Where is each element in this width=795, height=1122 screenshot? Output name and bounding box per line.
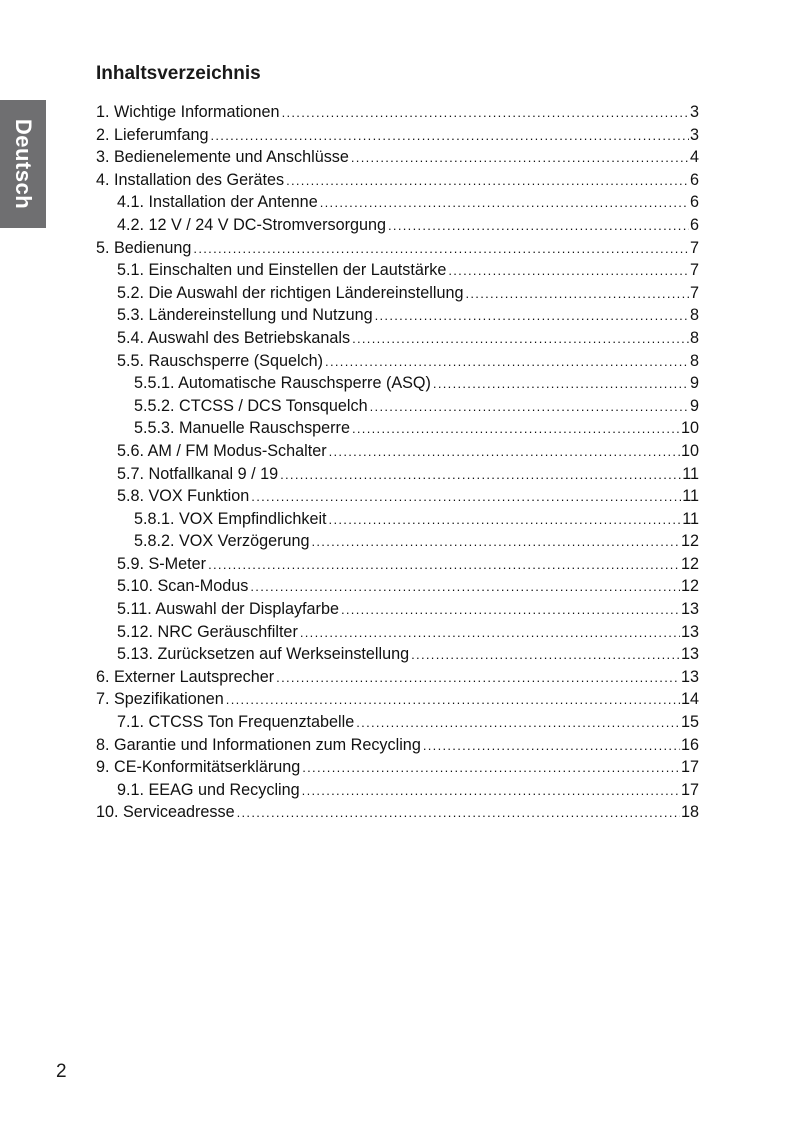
- toc-entry-label: 7.1. CTCSS Ton Frequenztabelle: [117, 713, 355, 732]
- language-tab-label: Deutsch: [11, 118, 37, 210]
- toc-entry-page: 12: [680, 554, 699, 573]
- toc-entry[interactable]: [96, 508, 699, 531]
- toc-entry[interactable]: [96, 734, 699, 757]
- toc-dot-leader: [250, 576, 680, 599]
- toc-entry[interactable]: [96, 372, 699, 395]
- toc-entry-label: 5.13. Zurücksetzen auf Werkseinstellung: [117, 645, 410, 664]
- toc-entry-page: 12: [680, 532, 699, 551]
- toc-dot-leader: [351, 147, 689, 170]
- toc-dot-leader: [300, 622, 680, 645]
- toc-entry-page: 7: [689, 238, 699, 257]
- toc-entry[interactable]: [96, 779, 699, 802]
- toc-entry-page: 18: [680, 803, 699, 822]
- toc-dot-leader: [302, 757, 680, 780]
- toc-entry-page: 10: [680, 441, 699, 460]
- toc-entry-label: 9. CE-Konformitätserklärung: [96, 758, 301, 777]
- toc-dot-leader: [325, 351, 689, 374]
- toc-dot-leader: [341, 599, 680, 622]
- toc-dot-leader: [302, 780, 680, 803]
- toc-entry-label: 9.1. EEAG und Recycling: [117, 780, 300, 799]
- toc-dot-leader: [208, 554, 680, 577]
- toc-entry-label: 5.5.1. Automatische Rauschsperre (ASQ): [134, 374, 431, 393]
- toc-entry[interactable]: [96, 327, 699, 350]
- toc-entry-page: 8: [689, 306, 699, 325]
- toc-entry-page: 11: [682, 487, 699, 506]
- toc-entry[interactable]: [96, 169, 699, 192]
- toc-entry-page: 7: [689, 261, 699, 280]
- toc-dot-leader: [423, 735, 680, 758]
- toc-entry-page: 11: [682, 509, 699, 528]
- toc-entry-label: 3. Bedienelemente und Anschlüsse: [96, 148, 349, 167]
- toc-entry[interactable]: [96, 417, 699, 440]
- toc-entry-page: 11: [682, 464, 699, 483]
- toc-entry[interactable]: [96, 237, 699, 260]
- toc-entry-page: 3: [689, 103, 699, 121]
- toc-entry-label: 5.3. Ländereinstellung und Nutzung: [117, 306, 373, 325]
- toc-entry-label: 5.5. Rauschsperre (Squelch): [117, 351, 324, 370]
- toc-entry-label: 2. Lieferumfang: [96, 125, 209, 144]
- toc-entry[interactable]: [96, 304, 699, 327]
- toc-dot-leader: [411, 644, 680, 667]
- language-tab: [0, 100, 46, 228]
- toc-dot-leader: [210, 125, 689, 148]
- toc-dot-leader: [352, 328, 689, 351]
- toc-entry-label: 6. Externer Lautsprecher: [96, 667, 275, 686]
- toc-entry-page: 12: [680, 577, 699, 596]
- toc-entry-page: 17: [680, 758, 699, 777]
- toc-dot-leader: [251, 486, 681, 509]
- toc-entry-label: 5.6. AM / FM Modus-Schalter: [117, 441, 327, 460]
- toc-entry[interactable]: [96, 146, 699, 169]
- toc-entry[interactable]: [96, 350, 699, 373]
- toc-entry-label: 5.10. Scan-Modus: [117, 577, 249, 596]
- toc-entry[interactable]: [96, 214, 699, 237]
- toc-entry-label: 5.8.2. VOX Verzögerung: [134, 532, 310, 551]
- toc-entry-label: 8. Garantie und Informationen zum Recycling: [96, 735, 421, 754]
- toc-entry[interactable]: [96, 191, 699, 214]
- toc-dot-leader: [388, 215, 689, 238]
- toc-dot-leader: [280, 464, 681, 487]
- toc-dot-leader: [465, 283, 689, 306]
- toc-entry[interactable]: [96, 801, 699, 824]
- toc-entry[interactable]: [96, 440, 699, 463]
- toc-dot-leader: [352, 418, 680, 441]
- toc-entry-label: 4. Installation des Gerätes: [96, 170, 285, 189]
- toc-dot-leader: [282, 102, 689, 125]
- toc-entry-page: 7: [689, 283, 699, 302]
- toc-dot-leader: [329, 509, 682, 532]
- toc-entry-page: 14: [680, 690, 699, 709]
- toc-entry-page: 16: [680, 735, 699, 754]
- toc-entry[interactable]: [96, 485, 699, 508]
- toc-entry[interactable]: [96, 463, 699, 486]
- toc-entry-page: 3: [689, 125, 699, 144]
- toc-entry-page: 13: [680, 600, 699, 619]
- toc-entry[interactable]: [96, 282, 699, 305]
- toc-entry-page: 10: [680, 419, 699, 438]
- toc-entry-page: 9: [689, 374, 699, 393]
- toc-entry-page: 6: [689, 215, 699, 234]
- toc-entry-page: 9: [689, 396, 699, 415]
- page-number: 2: [56, 1061, 67, 1082]
- toc-dot-leader: [448, 260, 689, 283]
- toc-entry-label: 5.7. Notfallkanal 9 / 19: [117, 464, 279, 483]
- toc-entry[interactable]: [96, 530, 699, 553]
- toc-entry[interactable]: [96, 756, 699, 779]
- toc-entry[interactable]: [96, 575, 699, 598]
- toc-entry-page: 8: [689, 328, 699, 347]
- toc-entry-page: 13: [680, 622, 699, 641]
- toc-dot-leader: [276, 667, 680, 690]
- toc-dot-leader: [329, 441, 680, 464]
- toc-entry-label: 4.1. Installation der Antenne: [117, 193, 318, 212]
- toc-dot-leader: [433, 373, 689, 396]
- table-of-contents: [96, 101, 699, 824]
- toc-entry-page: 15: [680, 713, 699, 732]
- toc-entry-label: 5.1. Einschalten und Einstellen der Lautstärke: [117, 261, 447, 280]
- toc-entry-page: 4: [689, 148, 699, 167]
- toc-entry[interactable]: [96, 643, 699, 666]
- toc-entry-label: 7. Spezifikationen: [96, 690, 224, 709]
- toc-entry-page: 17: [680, 780, 699, 799]
- toc-entry[interactable]: [96, 259, 699, 282]
- toc-dot-leader: [375, 305, 689, 328]
- toc-entry[interactable]: [96, 621, 699, 644]
- toc-entry-label: 10. Serviceadresse: [96, 803, 235, 822]
- toc-entry-label: 5.12. NRC Geräuschfilter: [117, 622, 298, 641]
- toc-dot-leader: [356, 712, 680, 735]
- toc-entry-label: 1. Wichtige Informationen: [96, 103, 280, 121]
- toc-entry-page: 8: [689, 351, 699, 370]
- toc-entry[interactable]: [96, 553, 699, 576]
- toc-entry-page: 6: [689, 170, 699, 189]
- toc-entry[interactable]: [96, 395, 699, 418]
- toc-entry-label: 5.9. S-Meter: [117, 554, 207, 573]
- toc-dot-leader: [286, 170, 689, 193]
- toc-title: Inhaltsverzeichnis: [96, 63, 261, 84]
- toc-dot-leader: [226, 689, 680, 712]
- toc-entry-label: 5.2. Die Auswahl der richtigen Ländereinstellung: [117, 283, 464, 302]
- toc-entry[interactable]: [96, 101, 699, 124]
- toc-entry-label: 5.11. Auswahl der Displayfarbe: [117, 600, 339, 619]
- toc-entry-label: 5. Bedienung: [96, 238, 192, 257]
- toc-entry[interactable]: [96, 124, 699, 147]
- toc-entry[interactable]: [96, 598, 699, 621]
- toc-dot-leader: [311, 531, 680, 554]
- toc-entry[interactable]: [96, 688, 699, 711]
- toc-entry[interactable]: [96, 666, 699, 689]
- toc-dot-leader: [320, 192, 689, 215]
- toc-entry[interactable]: [96, 711, 699, 734]
- toc-entry-page: 6: [689, 193, 699, 212]
- toc-entry-label: 5.5.3. Manuelle Rauschsperre: [134, 419, 350, 438]
- toc-dot-leader: [193, 238, 689, 261]
- toc-entry-label: 5.5.2. CTCSS / DCS Tonsquelch: [134, 396, 368, 415]
- toc-entry-label: 5.4. Auswahl des Betriebskanals: [117, 328, 351, 347]
- toc-entry-label: 4.2. 12 V / 24 V DC-Stromversorgung: [117, 215, 387, 234]
- toc-dot-leader: [370, 396, 689, 419]
- toc-entry-label: 5.8.1. VOX Empfindlichkeit: [134, 509, 327, 528]
- toc-entry-label: 5.8. VOX Funktion: [117, 487, 250, 506]
- toc-entry-page: 13: [680, 667, 699, 686]
- toc-entry-page: 13: [680, 645, 699, 664]
- toc-dot-leader: [237, 802, 680, 825]
